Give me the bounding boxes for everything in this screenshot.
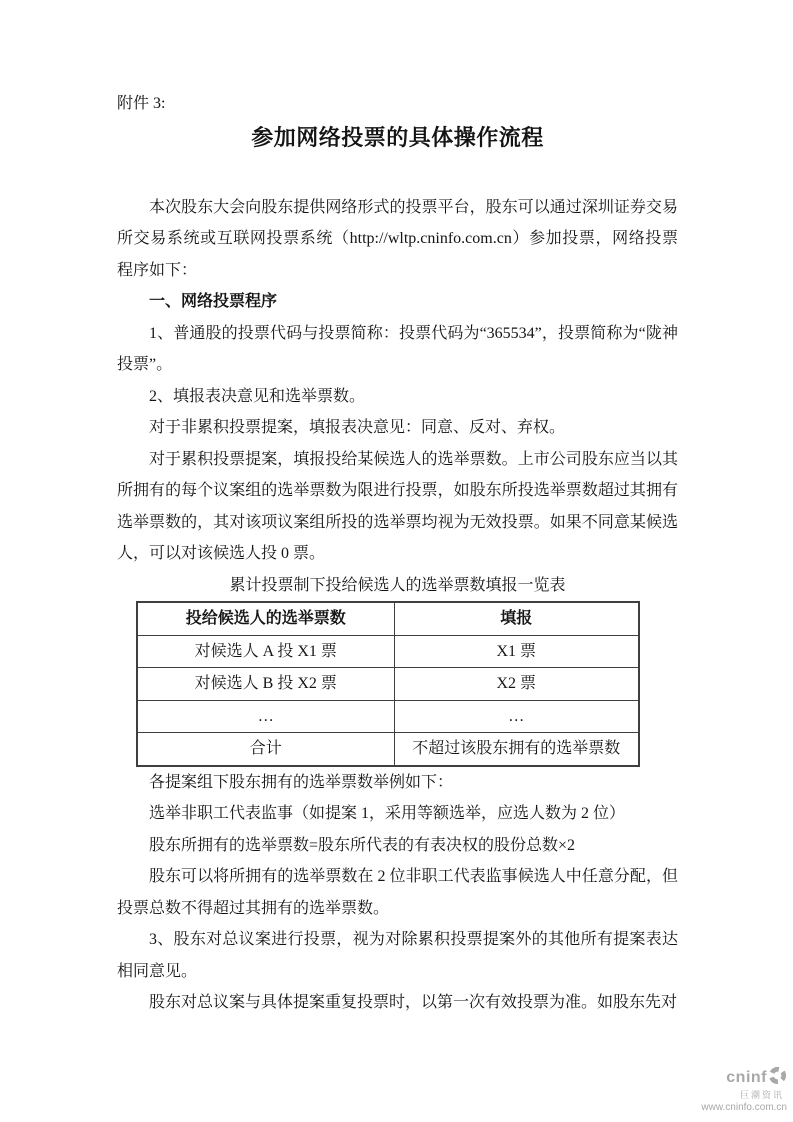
- cell-candidate-b: 对候选人 B 投 X2 票: [137, 668, 394, 701]
- table-row: [137, 668, 639, 701]
- attachment-label: 附件 3:: [117, 95, 166, 112]
- cell-ellipsis: …: [137, 700, 394, 733]
- para-non-cumulative: 对于非累积投票提案，填报表决意见：同意、反对、弃权。: [149, 419, 566, 436]
- page-title: 参加网络投票的具体操作流程: [251, 124, 544, 150]
- cell-ellipsis-fill: …: [394, 700, 639, 733]
- cumulative-voting-table: [136, 601, 640, 767]
- table-row: [137, 635, 639, 668]
- cell-candidate-a-fill: X1 票: [394, 635, 639, 668]
- header-cell-votes-for-candidate: 投给候选人的选举票数: [137, 602, 394, 635]
- table-header-row: [137, 602, 639, 635]
- table-caption: 累计投票制下投给候选人的选举票数填报一览表: [229, 576, 566, 594]
- item-general-motion: 3、股东对总议案进行投票，视为对除累积投票提案外的其他所有提案表达相同意见。: [117, 931, 678, 980]
- cninfo-watermark: [701, 1066, 787, 1113]
- example-line-distribution: 股东可以将所拥有的选举票数在 2 位非职工代表监事候选人中任意分配，但投票总数不得超过其拥有的选举票数。: [117, 868, 678, 917]
- item-voting-code: 1、普通股的投票代码与投票简称：投票代码为“365534”，投票简称为“陇神投票”。: [117, 324, 678, 373]
- document-content: [117, 0, 678, 1019]
- examples-intro: 各提案组下股东拥有的选举票数举例如下：: [149, 773, 454, 791]
- cninfo-url: www.cninfo.com.cn: [701, 1102, 787, 1113]
- table-row: [137, 733, 639, 766]
- cninfo-brand-row: [701, 1066, 787, 1089]
- cell-total: 合计: [137, 733, 394, 766]
- example-line-supervisor-election: 选举非职工代表监事（如提案 1，采用等额选举，应选人数为 2 位）: [149, 805, 626, 822]
- section-heading-network-voting: 一、网络投票程序: [149, 293, 278, 310]
- intro-paragraph: 本次股东大会向股东提供网络形式的投票平台，股东可以通过深圳证券交易所交易系统或互联网投票系统（http://wltp.cninfo.com.cn）参加投票，网络投票程序如下：: [117, 198, 678, 279]
- cninfo-chinese-label: 巨潮资讯: [739, 1090, 784, 1100]
- example-line-votes-formula: 股东所拥有的选举票数=股东所代表的有表决权的股份总数×2: [149, 836, 576, 854]
- cell-total-fill: 不超过该股东拥有的选举票数: [394, 733, 639, 766]
- para-repeat-voting: 股东对总议案与具体提案重复投票时，以第一次有效投票为准。如股东先对: [149, 994, 678, 1011]
- item-fill-in-opinions: 2、填报表决意见和选举票数。: [149, 387, 366, 405]
- cninfo-logo-text: cninf: [726, 1068, 767, 1086]
- table-row: [137, 700, 639, 733]
- para-cumulative: 对于累积投票提案，填报投给某候选人的选举票数。上市公司股东应当以其所拥有的每个议案组的选举票数为限进行投票，如股东所投选举票数超过其拥有选举票数的，其对该项议案组所投的选举票均视为无效投票。如果不同意某候选人，可以对该候选人投 0 票。: [117, 450, 678, 562]
- cell-candidate-a: 对候选人 A 投 X1 票: [137, 635, 394, 668]
- cell-candidate-b-fill: X2 票: [394, 668, 639, 701]
- cninfo-swirl-icon: [768, 1066, 787, 1089]
- header-cell-fill-in: 填报: [394, 602, 639, 635]
